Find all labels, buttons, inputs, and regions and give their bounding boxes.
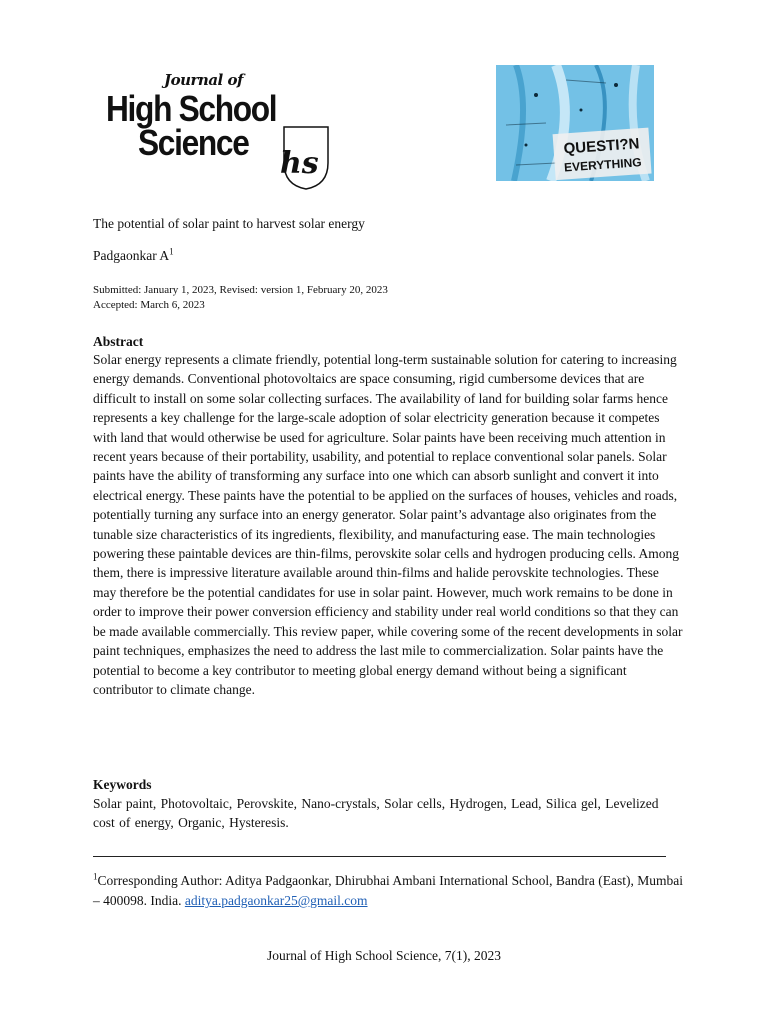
- hs-monogram-icon: [276, 123, 336, 191]
- hs-monogram-text: hs: [280, 146, 319, 181]
- cover-image: [496, 65, 654, 181]
- journal-footer: Journal of High School Science, 7(1), 2023: [267, 948, 501, 963]
- author-email-link[interactable]: aditya.padgaonkar25@gmail.com: [184, 893, 368, 908]
- footnote-text: Corresponding Author: Aditya Padgaonkar, Dhirubhai Ambani International School, Bandra (East), Mumbai – 400098. India.: [93, 873, 683, 908]
- keywords-body: Solar paint, Photovoltaic, Perovskite, Nano-crystals, Solar cells, Hydrogen, Lead, Silica gel, Levelized cost of energy, Organic, Hysteresis.: [93, 796, 659, 831]
- logo-high-school: High School: [106, 88, 277, 129]
- abstract-heading: Abstract: [93, 334, 144, 349]
- cover-line-question: QUESTI?N: [563, 135, 640, 158]
- cover-art-icon: [496, 65, 654, 181]
- cover-line-everything: EVERYTHING: [563, 155, 643, 175]
- author-name: Padgaonkar A: [93, 248, 170, 263]
- abstract-body: Solar energy represents a climate friendly, potential long-term sustainable solution for catering to increasing energy demands. Conventional photovoltaics are space consuming, rigid cumbersome devices that are difficult to install on some solar collecting surfaces. The availability of land for building solar farms hence represents a key challenge for the large-scale adoption of solar electricity generation because it competes with land that would otherwise be used for agriculture. Solar paints have been receiving much attention in recent years because of their portability, usability, and potential to replace conventional solar panels. Solar paints have the ability of transforming any surface into one which can absorb sunlight and convert it into electrical energy. These paints have the potential to be applied on the surfaces of houses, vehicles and roads, potentially turning any surface into an energy generator. Solar paint’s advantage also originates from the tunable size characteristics of its ingredients, flexibility, and manufacturing ease. The main technologies powering these paintable devices are thin-films, perovskite solar cells and hydrogen producing cells. Among them, there is impressive literature available around thin-films and halide perovskite technologies. These may therefore be the potential candidates for use in solar paint. However, much work remains to be done in order to improve their power conversion efficiency and stability under real world conditions so that they can be made available commercially. This review paper, while covering some of the recent developments in solar paint techniques, emphasizes the need to address the last mile to commercialization. Solar paints have the potential to become a key contributor to meeting global energy demand without being a significant contributor to climate change.: [93, 352, 683, 697]
- corresponding-author-footnote: [93, 871, 683, 911]
- paper-dates: [93, 283, 683, 313]
- author-affiliation-marker: 1: [169, 246, 174, 257]
- footnote-divider: [93, 856, 666, 857]
- paper-title: The potential of solar paint to harvest solar energy: [93, 216, 365, 231]
- logo-science: Science: [138, 122, 249, 163]
- footnote-marker: 1: [93, 871, 98, 882]
- paper-author: [93, 246, 683, 265]
- submitted-date: Submitted: January 1, 2023, Revised: version 1, February 20, 2023: [93, 284, 388, 296]
- keywords-heading: Keywords: [93, 777, 152, 792]
- journal-logo: [106, 73, 331, 188]
- logo-journal-of: Journal of: [164, 71, 243, 89]
- accepted-date: Accepted: March 6, 2023: [93, 299, 205, 311]
